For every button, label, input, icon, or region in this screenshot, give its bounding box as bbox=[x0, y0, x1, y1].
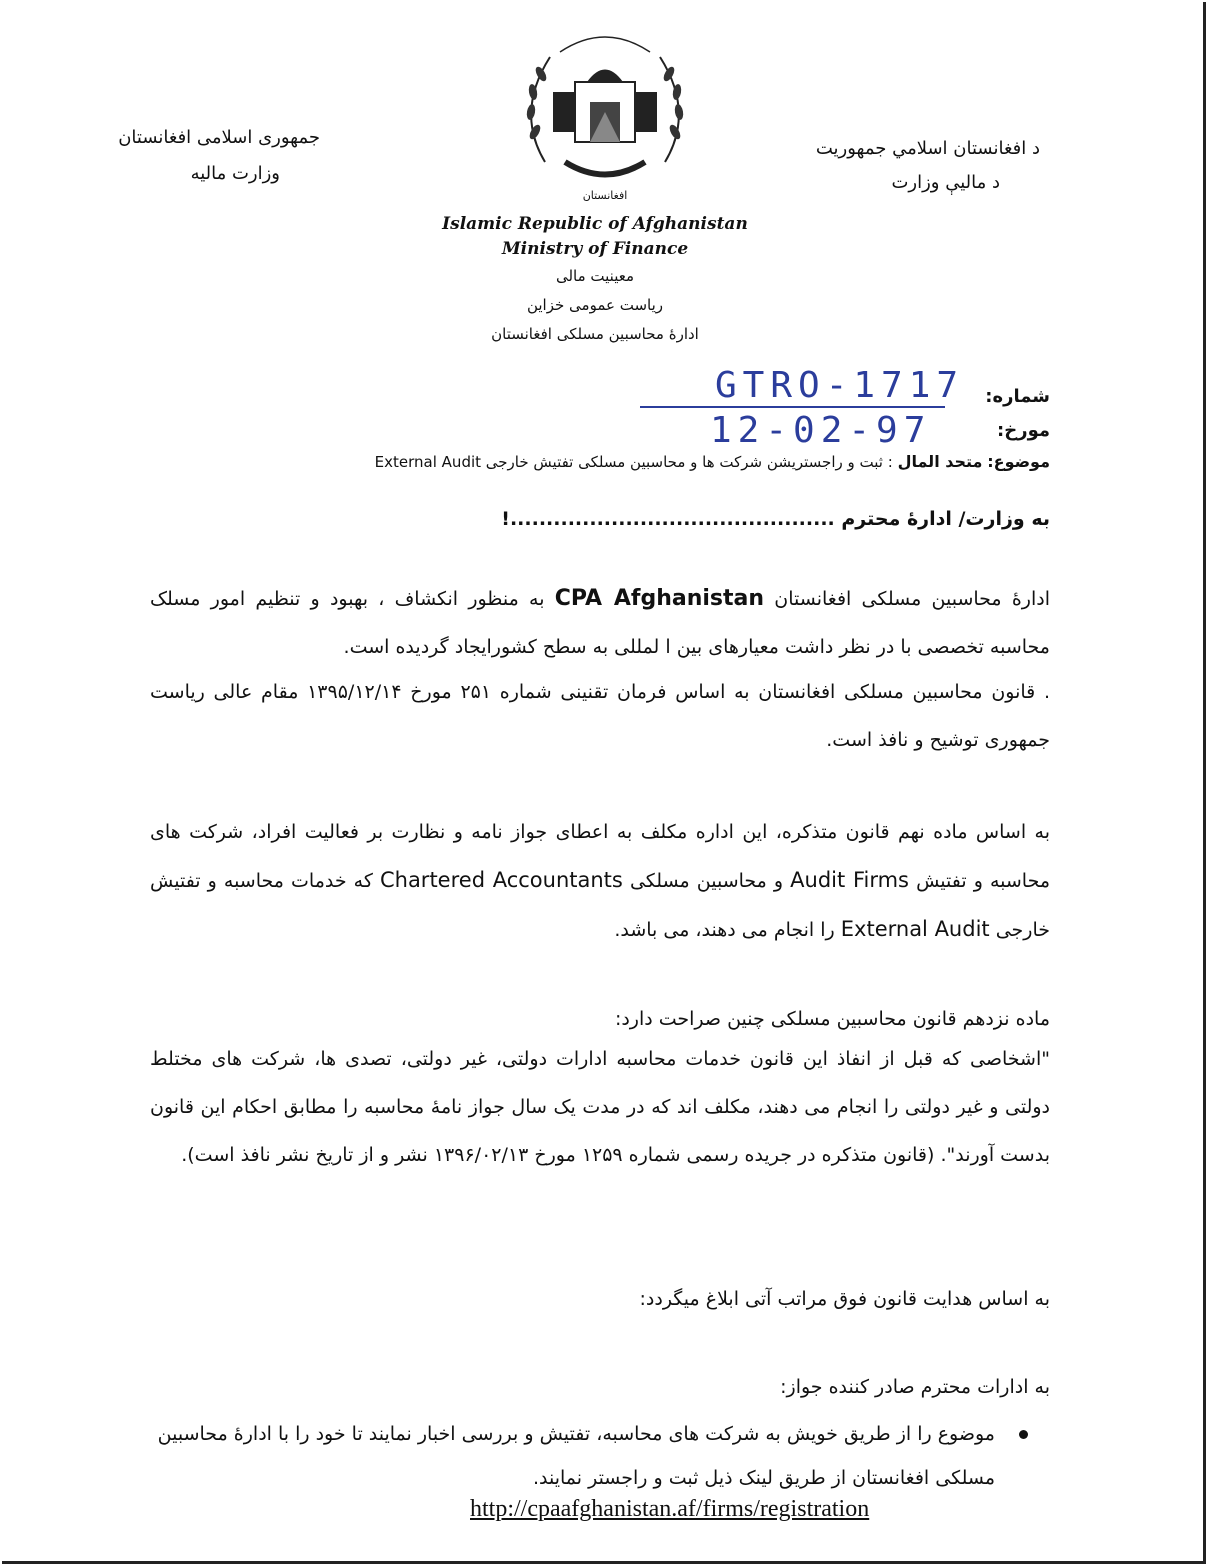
svg-text:افغانستان: افغانستان bbox=[582, 189, 628, 202]
header-dari-line-2: وزارت مالیه bbox=[190, 163, 280, 184]
header-pashto-line-2: د ماليې وزارت bbox=[891, 172, 1000, 193]
paragraph-3-c: که خدمات محاسبه و تفتیش خارجی bbox=[150, 870, 1050, 941]
subject-label: موضوع: bbox=[987, 452, 1050, 471]
paragraph-1-a: ادارۀ محاسبین مسلکی افغانستان bbox=[774, 588, 1050, 610]
title-en-line-1: Islamic Republic of Afghanistan bbox=[442, 214, 748, 234]
deputy-ministry: معینیت مالی bbox=[555, 267, 635, 285]
paragraph-3-en2: Chartered Accountants bbox=[379, 868, 623, 892]
paragraph-2: . قانون محاسبین مسلکی افغانستان به اساس فرمان تقنینی شماره ۲۵۱ مورخ ۱۳۹۵/۱۲/۱۴ مقام عالی ریاست جمهوری توشیح و نافذ است. bbox=[150, 681, 1051, 751]
number-value: GTRO-1717 bbox=[715, 365, 965, 406]
bullet-list bbox=[150, 1412, 1050, 1500]
paragraph-3-b: و محاسبین مسلکی bbox=[629, 870, 784, 892]
afghanistan-emblem-icon bbox=[505, 12, 705, 212]
header-dari bbox=[80, 120, 320, 192]
header-pashto-line-1: د افغانستان اسلامي جمهوريت bbox=[815, 138, 1040, 159]
list-item bbox=[150, 1412, 1050, 1500]
paragraph-3-d: را انجام می دهند، می باشد. bbox=[614, 919, 835, 941]
bullet-text: موضوع را از طریق خویش به شرکت های محاسبه، تفتیش و بررسی اخبار نمایند تا خود را با ادارۀ محاسبین مسلکی افغانستان از طریق لینک ذیل ثبت و راجستر نمایند. bbox=[157, 1423, 995, 1489]
title-en-line-2: Ministry of Finance bbox=[501, 239, 689, 259]
number-label: شماره: bbox=[985, 386, 1050, 407]
paragraph-6: به ادارات محترم صادر کننده جواز: bbox=[780, 1376, 1050, 1398]
greeting: به وزارت/ ادارۀ محترم .............................................! bbox=[501, 508, 1050, 530]
cpa-office: ادارۀ محاسبین مسلکی افغانستان bbox=[491, 325, 699, 343]
paragraph-3-en3: External Audit bbox=[840, 917, 990, 941]
paragraph-3-en1: Audit Firms bbox=[790, 868, 909, 892]
paragraph-1-b: به منظور انکشاف ، بهبود و تنظیم امور مسلک محاسبه تخصصی با در نظر داشت معیارهای بین ا لمللی به سطح کشورایجاد گردیده است. bbox=[150, 588, 1050, 658]
paragraph-4-title: ماده نزدهم قانون محاسبین مسلکی چنین صراحت دارد: bbox=[614, 1008, 1050, 1030]
paragraph-5: به اساس هدایت قانون فوق مراتب آتی ابلاغ میگردد: bbox=[639, 1288, 1050, 1310]
subject-bold: متحد المال bbox=[897, 452, 983, 471]
paragraph-1-en: CPA Afghanistan bbox=[554, 586, 765, 611]
subject-line bbox=[170, 452, 1050, 471]
paragraph-4-body: "اشخاصی که قبل از انفاذ این قانون خدمات محاسبه ادارات دولتی، غیر دولتی، تصدی ها، شرکت های مختلط دولتی و غیر دولتی را انجام می دهند، مکلف اند که در مدت یک سال جواز نامۀ محاسبه را مطابق احکام این قانون بدست آورند". (قانون متذکره در جریده رسمی شماره ۱۲۵۹ مورخ ۱۳۹۶/۰۲/۱۳ نشر و از تاریخ نشر نافذ است). bbox=[150, 1048, 1050, 1166]
number-underline bbox=[640, 406, 945, 408]
letterhead-center bbox=[380, 212, 810, 349]
paragraph-3-a: به اساس ماده نهم قانون متذکره، این اداره مکلف به اعطای جواز نامه و نظارت بر فعالیت افراد، شرکت های محاسبه و تفتیش bbox=[150, 821, 1051, 892]
date-label: مورخ: bbox=[997, 420, 1050, 441]
subject-text: : ثبت و راجستریشن شرکت ها و محاسبین مسلکی تفتیش خارجی External Audit bbox=[374, 453, 893, 471]
bullet-icon bbox=[1019, 1430, 1028, 1439]
registration-link[interactable]: http://cpaafghanistan.af/firms/registration bbox=[470, 1496, 870, 1522]
treasury-directorate: ریاست عمومی خزاین bbox=[526, 296, 664, 314]
paragraph-3 bbox=[150, 808, 1050, 954]
date-value: 12-02-97 bbox=[710, 410, 932, 451]
header-pashto bbox=[800, 132, 1040, 200]
header-dari-line-1: جمهوری اسلامی افغانستان bbox=[118, 127, 320, 148]
paragraph-1 bbox=[150, 575, 1050, 671]
